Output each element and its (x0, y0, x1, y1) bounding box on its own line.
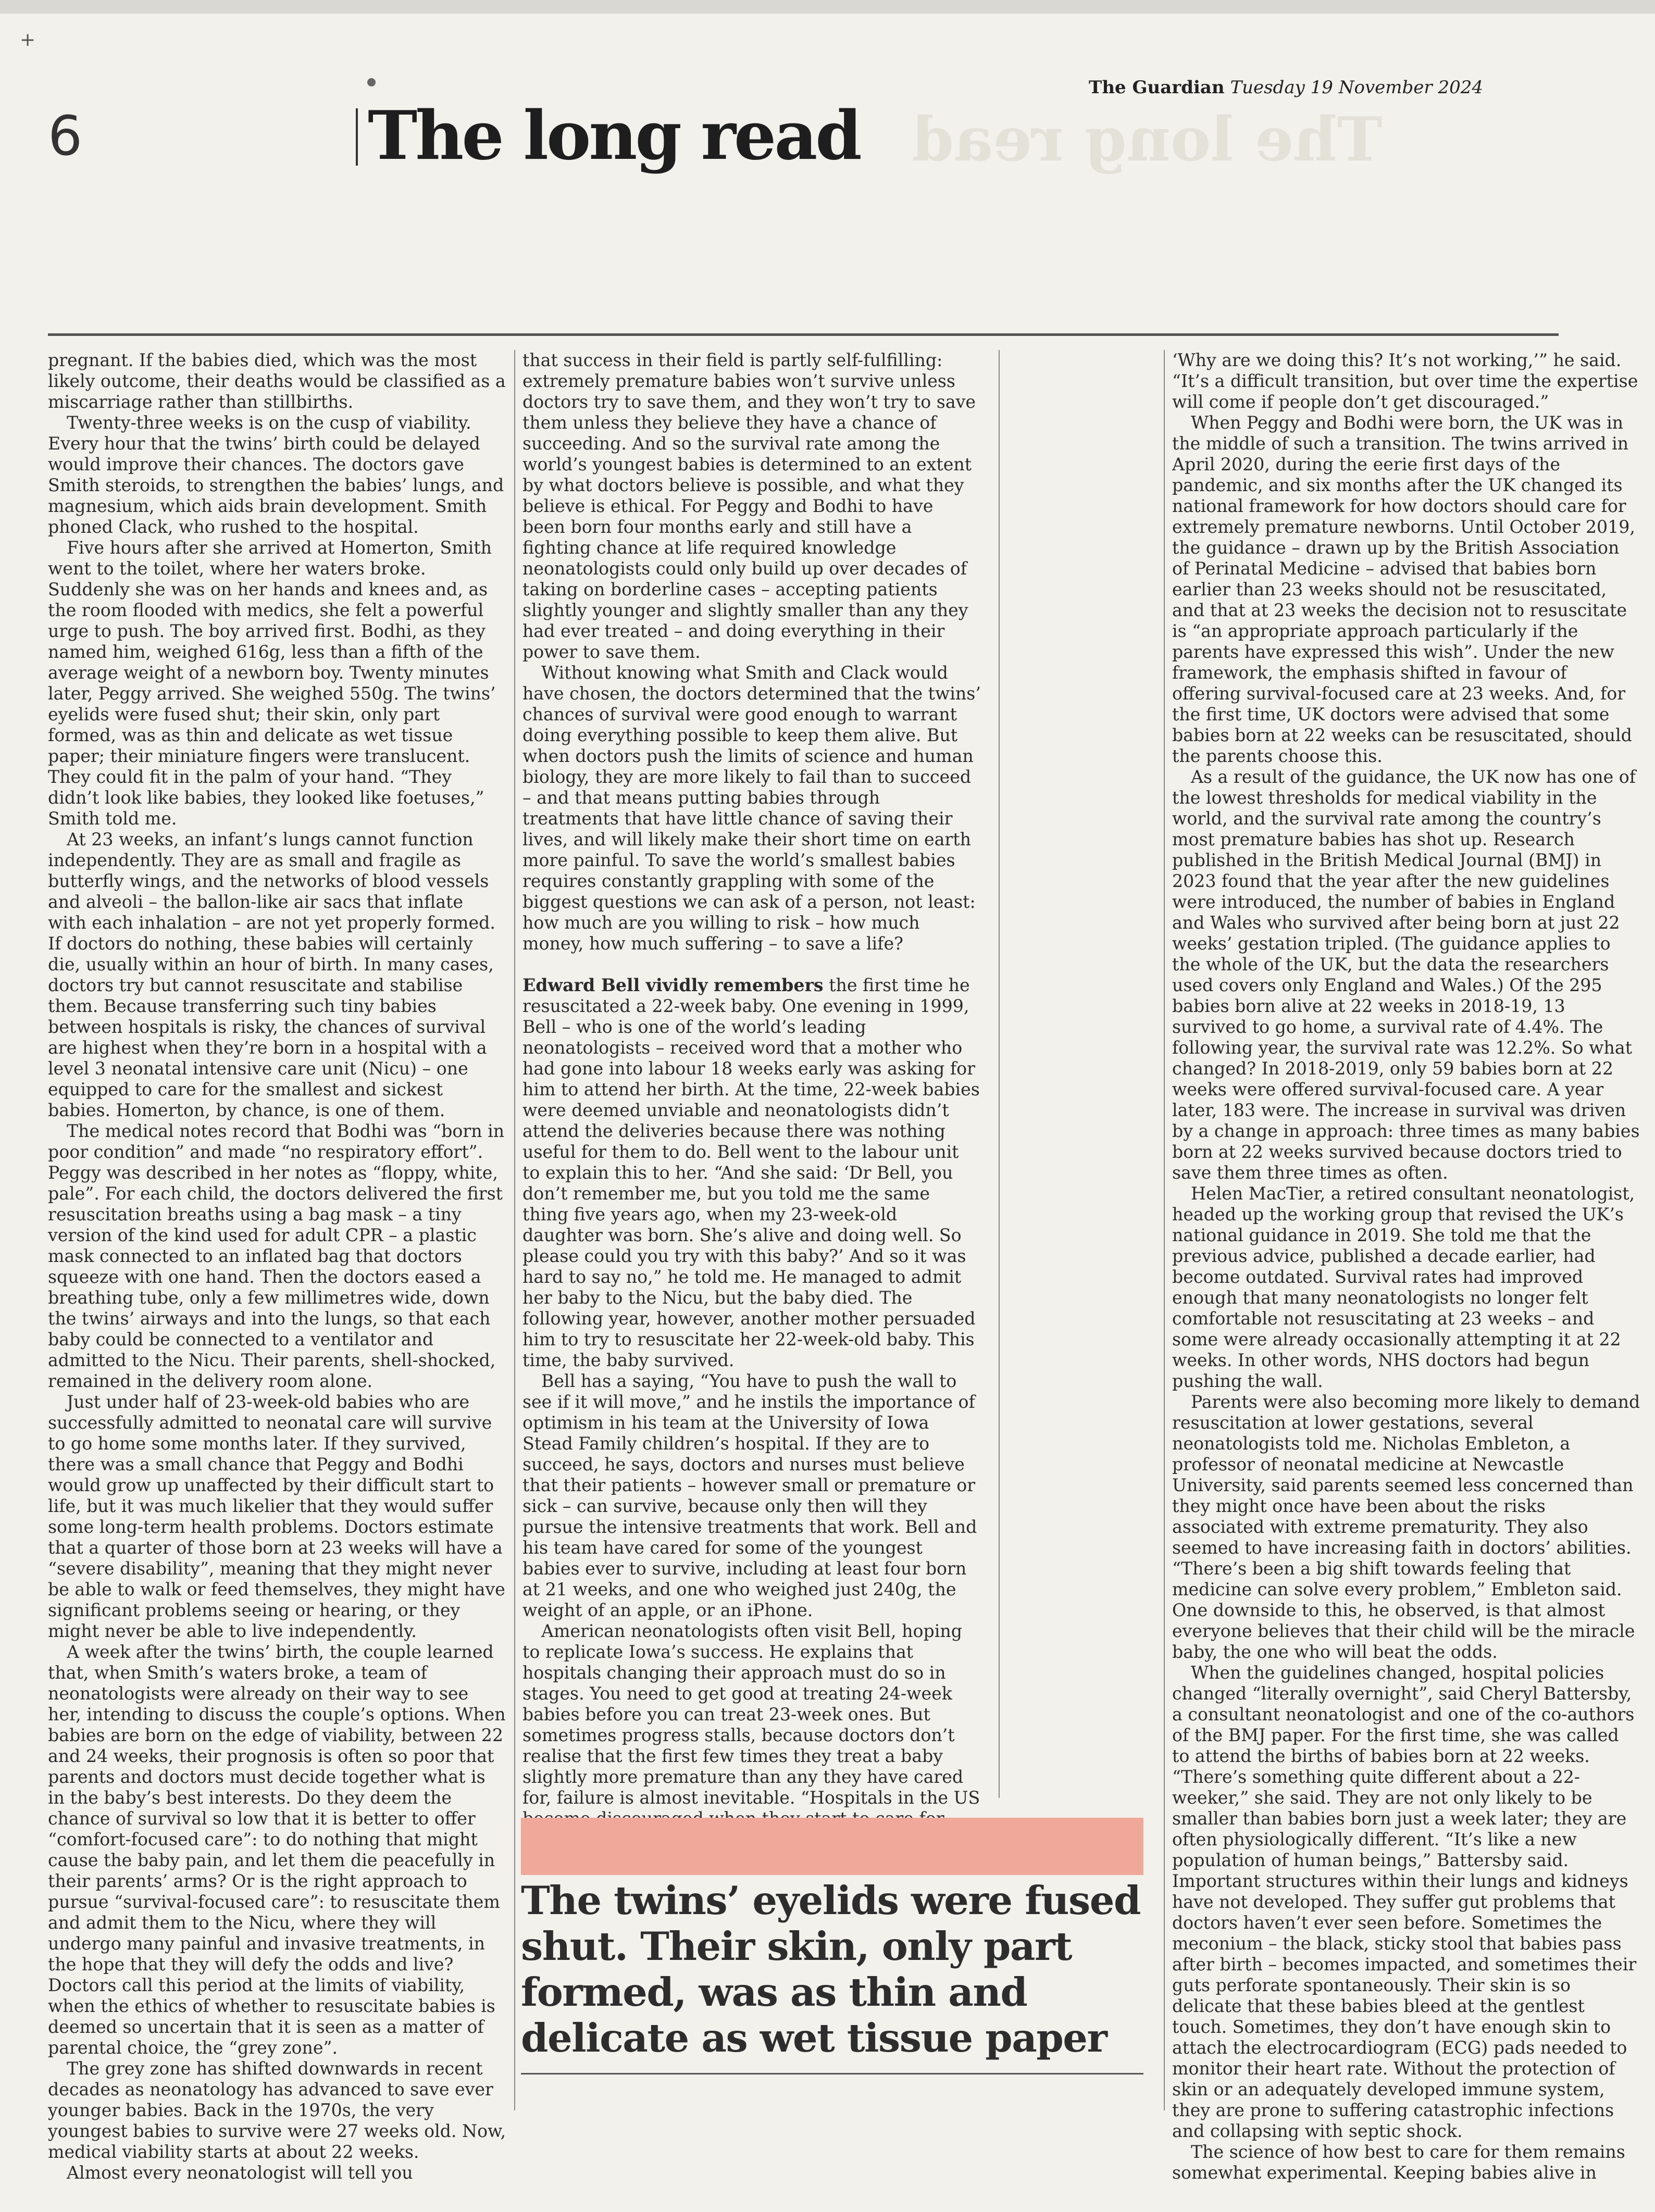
paragraph: When Peggy and Bodhi were born, the UK was in the middle of such a transition. The twins arrived in April 2020, during the eerie first days of the pandemic, and six months after the UK changed its national framework for how doctors should care for extremely premature newborns. Until October 2019, the guidance – drawn up by the British Association of Perinatal Medicine – advised that babies born earlier than 23 weeks should not be resuscitated, and that at 23 weeks the decision not to resuscitate is “an appropriate approach particularly if the parents have expressed this wish”. Under the new framework, the emphasis shifted in favour of offering survival-focused care at 23 weeks. And, for the first time, UK doctors were advised that some babies born at 22 weeks can be resuscitated, should the parents choose this. (1172, 413, 1635, 766)
paragraph: A week after the twins’ birth, the couple learned that, when Smith’s waters broke, a team of neonatologists were already on their way to see her, intending to discuss the couple’s options. When babies are born on the edge of viability, between 22 and 24 weeks, their prognosis is often so poor that parents and doctors must decide together what is in the baby’s best interests. Do they deem the chance of survival so low that it is better to offer “comfort-focused care”: to do nothing that might cause the baby pain, and let them die peacefully in their parents’ arms? Or is the right approach to pursue “survival-focused care”: to resuscitate them and admit them to the Nicu, where they will undergo many painful and invasive treatments, in the hope that they will defy the odds and live? Doctors call this period at the limits of viability, when the ethics of whether to resuscitate babies is deemed so uncertain that it is seen as a matter of parental choice, the “grey zone”. (48, 1642, 506, 2058)
paragraph: Just under half of 23-week-old babies who are successfully admitted to neonatal care will survive to go home some months later. If they survived, there was a small chance that Peggy and Bodhi would grow up unaffected by their difficult start to life, but it was much likelier that they would suffer some long-term health problems. Doctors estimate that a quarter of those born at 23 weeks will have a “severe disability”, meaning that they might never be able to walk or feed themselves, they might have significant problems seeing or hearing, or they might never be able to live independently. (48, 1392, 505, 1641)
paragraph: Bell has a saying, “You have to push the wall to see if it will move,” and he instils the importance of optimism in his team at the University of Iowa Stead Family children’s hospital. If they are to succeed, he says, doctors and nurses must believe that their patients – however small or premature or sick – can survive, because only then will they pursue the intensive treatments that work. Bell and his team have cared for some of the youngest babies ever to survive, including at least four born at 21 weeks, and one who weighed just 240g, the weight of an apple, or an iPhone. (522, 1371, 977, 1620)
column-divider (999, 350, 1000, 1798)
paragraph: Without knowing what Smith and Clack would have chosen, the doctors determined that the twins’ chances of survival were good enough to warrant doing everything possible to keep them alive. But when doctors push the limits of science and human biology, they are more likely to fail than to succeed – and that means putting babies through treatments that have little chance of saving their lives, and will likely make their short time on earth more painful. To save the world’s smallest babies requires constantly grappling with some of the biggest questions we can ask of a person, not least: how much are you willing to risk – how much money, how much suffering – to save a life? (522, 663, 981, 954)
paragraph: Almost every neonatologist will tell you (67, 2163, 413, 2183)
column-divider (514, 350, 515, 2110)
paragraph: Twenty-three weeks is on the cusp of viability. Every hour that the twins’ birth could be delayed would improve their chances. The doctors gave Smith steroids, to strengthen the babies’ lungs, and magnesium, which aids brain development. Smith phoned Clack, who rushed to the hospital. (48, 413, 504, 537)
article-column-3 (1172, 350, 1641, 2183)
paragraph: ‘Why are we doing this? It’s not working,’” he said. “It’s a difficult transition, but over time the expertise will come if people don’t get discouraged.” (1172, 350, 1638, 412)
paragraph: that success in their field is partly self-fulfilling: extremely premature babies won’t survive unless doctors try to save them, and they won’t try to save them unless they believe they have a chance of succeeding. And so the survival rate among the world’s youngest babies is determined to an extent by what doctors believe is possible, and what they believe is ethical. For Peggy and Bodhi to have been born four months early and still have a fighting chance at life required knowledge neonatologists could only build up over decades of taking on borderline cases – accepting patients slightly younger and slightly smaller than any they had ever treated – and doing everything in their power to save them. (522, 350, 976, 662)
paragraph: The grey zone has shifted downwards in recent decades as neonatology has advanced to save ever younger babies. Back in the 1970s, the very youngest babies to survive were 27 weeks old. Now, medical viability starts at about 22 weeks. (48, 2058, 506, 2162)
paragraph: As a result of the guidance, the UK now has one of the lowest thresholds for medical viability in the world, and the survival rate among the country’s most premature babies has shot up. Research published in the British Medical Journal (BMJ) in 2023 found that the year after the new guidelines were introduced, the number of babies in England and Wales who survived after being born at just 22 weeks’ gestation tripled. (The guidance applies to the whole of the UK, but the data the researchers used covers only England and Wales.) Of the 295 babies born alive at 22 weeks in 2018-19, 13 survived to go home, a survival rate of 4.4%. The following year, the survival rate was 12.2%. So what changed? In 2018-2019, only 59 babies born at 22 weeks were offered survival-focused care. A year later, 183 were. The increase in survival was driven by a change in approach: three times as many babies born at 22 weeks survived because doctors tried to save them three times as often. (1172, 767, 1640, 1183)
page-number: 6 (48, 104, 83, 168)
paragraph: Parents were also becoming more likely to demand resuscitation at lower gestations, several neonatologists told me. Nicholas Embleton, a professor of neonatal medicine at Newcastle University, said parents seemed less concerned than they might once have been about the risks associated with extreme prematurity. They also seemed to have increasing faith in doctors’ abilities. “There’s been a big shift towards feeling that medicine can solve every problem,” Embleton said. One downside to this, he observed, is that almost everyone believes that their child will be the miracle baby, the one who will beat the odds. (1172, 1392, 1640, 1662)
section-title: The long read (368, 97, 860, 175)
top-rule (48, 333, 1559, 336)
paragraph: At 23 weeks, an infant’s lungs cannot function independently. They are as small and fragile as butterfly wings, and the networks of blood vessels and alveoli – the ballon-like air sacs that inflate with each inhalation – are not yet properly formed. If doctors do nothing, these babies will certainly die, usually within an hour of birth. In many cases, doctors try but cannot resuscitate and stabilise them. Because transferring such tiny babies between hospitals is risky, the chances of survival are highest when they’re born in a hospital with a level 3 neonatal intensive care unit (Nicu) – one equipped to care for the smallest and sickest babies. Homerton, by chance, is one of them. (48, 829, 495, 1120)
pull-quote: The twins’ eyelids were fused shut. Their skin, only part formed, was as thin and delicate as wet tissue paper (521, 1878, 1140, 2061)
paragraph: pregnant. If the babies died, which was the most likely outcome, their deaths would be classified as a miscarriage rather than stillbirths. (48, 350, 506, 412)
masthead-date: Tuesday 19 November 2024 (1230, 77, 1483, 98)
paragraph: American neonatologists often visit Bell, hoping to replicate Iowa’s success. He explains that hospitals changing their approach must do so in stages. You need to get good at treating 24-week babies before you can treat 23-week ones. But sometimes progress stalls, because doctors don’t realise that the first few times they treat a baby slightly more premature than any they have cared for, failure is almost inevitable. “Hospitals in the US (522, 1621, 980, 1808)
paragraph: Helen MacTier, a retired consultant neonatologist, headed up the working group that revised the UK’s national guidance in 2019. She told me that the previous advice, published a decade earlier, had become outdated. Survival rates had improved enough that many neonatologists no longer felt comfortable not resuscitating at 23 weeks – and some were already occasionally attempting it at 22 weeks. In other words, NHS doctors had begun pushing the wall. (1172, 1183, 1635, 1391)
paragraph: The medical notes record that Bodhi was “born in poor condition” and made “no respiratory effort”. Peggy was described in her notes as “floppy, white, pale”. For each child, the doctors delivered the first resuscitation breaths using a bag mask – a tiny version of the kind used for adult CPR – a plastic mask connected to an inflated bag that doctors squeeze with one hand. Then the doctors eased a breathing tube, only a few millimetres wide, down the twins’ airways and into the lungs, so that each baby could be connected to a ventilator and admitted to the Nicu. Their parents, shell-shocked, remained in the delivery room alone. (48, 1121, 505, 1391)
scan-edge (0, 0, 1655, 14)
paragraph: The science of how best to care for them remains somewhat experimental. Keeping babies alive in (1172, 2142, 1625, 2183)
show-through-ghost: The long read (912, 104, 1383, 175)
masthead (1089, 77, 1483, 98)
crop-mark-icon: + (20, 29, 36, 51)
column-divider (1164, 350, 1165, 2110)
lead-in: Edward Bell vividly remembers (522, 975, 824, 995)
masthead-brand: The Guardian (1089, 77, 1225, 98)
print-dot-icon (367, 78, 376, 86)
header-divider (356, 108, 358, 166)
paragraph-with-lead-in (522, 975, 981, 1371)
paragraph-text: the first time he resuscitated a 22-week baby. One evening in 1999, Bell – who is one of the world’s leading neonatologists – received word that a mother who had gone into labour 18 weeks early was asking for him to attend her birth. At the time, 22-week babies were deemed unviable and neonatologists didn’t attend the deliveries because there was nothing useful for them to do. Bell went to the labour unit to explain this to her. “And she said: ‘Dr Bell, you don’t remember me, but you told me the same thing five years ago, when my 23-week-old daughter was born. She’s alive and doing well. So please could you try with this baby?’ And so it was hard to say no,” he told me. He managed to admit her baby to the Nicu, but the baby died. The following year, however, another mother persuaded him to try to resuscitate her 22-week-old baby. This time, the baby survived. (522, 975, 980, 1370)
pull-quote-rule (521, 2073, 1143, 2074)
article-column-1 (48, 350, 506, 2183)
paragraph: When the guidelines changed, hospital policies changed “literally overnight”, said Cheryl Battersby, a consultant neonatologist and one of the co-authors of the BMJ paper. For the first time, she was called to attend the births of babies born at 22 weeks. “There’s something quite different about a 22-weeker,” she said. They are not only likely to be smaller than babies born just a week later; they are often physiologically different. “It’s like a new population of human beings,” Battersby said. Important structures within their lungs and kidneys have not developed. They suffer gut problems that doctors haven’t ever seen before. Sometimes the meconium – the black, sticky stool that babies pass after birth – becomes impacted, and sometimes their guts perforate spontaneously. Their skin is so delicate that these babies bleed at the gentlest touch. Sometimes, they don’t have enough skin to attach the electrocardiogram (ECG) pads needed to monitor their heart rate. Without the protection of skin or an adequately developed immune system, they are prone to suffering catastrophic infections and collapsing with septic shock. (1172, 1663, 1637, 2141)
paragraph: Five hours after she arrived at Homerton, Smith went to the toilet, where her waters broke. Suddenly she was on her hands and knees and, as the room flooded with medics, she felt a powerful urge to push. The boy arrived first. Bodhi, as they named him, weighed 616g, less than a fifth of the average weight of a newborn boy. Twenty minutes later, Peggy arrived. She weighed 550g. The twins’ eyelids were fused shut; their skin, only part formed, was as thin and delicate as wet tissue paper; their miniature fingers were translucent. They could fit in the palm of your hand. “They didn’t look like babies, they looked like foetuses,” Smith told me. (48, 538, 496, 829)
pull-quote-accent-bar (521, 1818, 1143, 1875)
article-column-2 (522, 350, 981, 1808)
